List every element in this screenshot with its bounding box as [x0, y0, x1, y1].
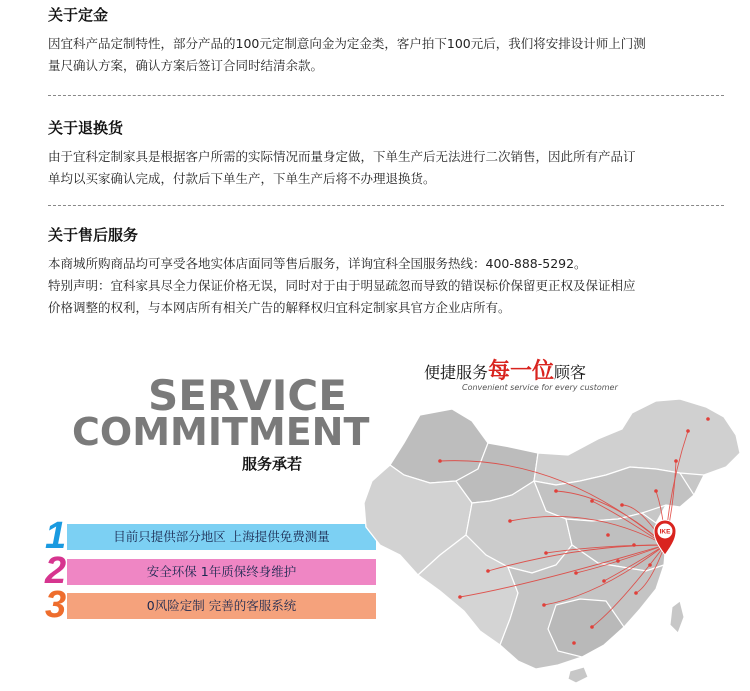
service-point: [554, 489, 558, 493]
china-map-graphic: [360, 395, 750, 687]
returns-section: [48, 117, 728, 190]
service-point: [574, 571, 578, 575]
after-sales-line: 特别声明：宜科家具尽全力保证价格无误，同时对于由于明显疏忽而导致的错误标价保留更正权及保证相应: [48, 278, 636, 293]
service-point: [590, 499, 594, 503]
service-heading-line1: SERVICE: [148, 371, 347, 420]
returns-line: 单均以买家确认完成，付款后下单生产，下单生产后将不办理退换货。: [48, 171, 436, 186]
returns-line: 由于宜科定制家具是根据客户所需的实际情况而量身定做，下单生产后无法进行二次销售，因此所有产品订: [48, 149, 636, 164]
service-item-text: 安全环保 1年质保终身维护: [146, 564, 297, 579]
deposit-title: 关于定金: [48, 6, 109, 24]
service-point: [438, 459, 442, 463]
deposit-line: 因宜科产品定制特性，部分产品的100元定制意向金为定金类，客户拍下100元后，我们将安排设计师上门测: [48, 36, 646, 51]
service-point: [508, 519, 512, 523]
service-point: [632, 543, 636, 547]
service-point: [602, 579, 606, 583]
service-item-number: 3: [45, 584, 67, 626]
deposit-body: [48, 33, 728, 77]
service-point: [458, 595, 462, 599]
service-item-bar: [67, 593, 376, 619]
deposit-line: 量尺确认方案，确认方案后签订合同时结清余款。: [48, 58, 324, 73]
after-sales-section: [48, 224, 728, 319]
service-item-text: 目前只提供部分地区 上海提供免费测量: [113, 529, 330, 544]
after-sales-body: [48, 253, 728, 319]
service-point: [590, 625, 594, 629]
after-sales-line: 本商城所购商品均可享受各地实体店面同等售后服务，详询宜科全国服务热线：400-888-5292。: [48, 256, 587, 271]
service-heading-line2: COMMITMENT: [72, 410, 370, 454]
service-point: [486, 569, 490, 573]
service-item-text: 0风险定制 完善的客服系统: [146, 598, 297, 613]
hainan-island: [568, 667, 588, 683]
service-point: [648, 563, 652, 567]
service-point: [674, 459, 678, 463]
map-title-highlight: 每一位: [488, 359, 555, 384]
map-regions: [364, 399, 740, 683]
service-point: [572, 641, 576, 645]
service-item-number: 1: [45, 515, 67, 557]
map-title-pre: 便捷服务: [424, 363, 489, 382]
returns-body: [48, 146, 728, 190]
map-subtitle: Convenient service for every customer: [462, 383, 618, 392]
service-point: [542, 603, 546, 607]
service-item-bar: [67, 524, 376, 550]
service-heading-cn: 服务承若: [242, 455, 303, 473]
map-title-post: 顾客: [554, 363, 587, 382]
map-title: [424, 354, 586, 385]
service-point: [544, 551, 548, 555]
service-point: [706, 417, 710, 421]
china-map: [360, 395, 750, 687]
service-item-number: 2: [45, 550, 67, 592]
service-point: [686, 429, 690, 433]
service-item-bar: [67, 559, 376, 585]
service-point: [616, 559, 620, 563]
returns-title: 关于退换货: [48, 119, 124, 137]
service-point: [654, 489, 658, 493]
deposit-section: [48, 4, 728, 77]
service-point: [606, 533, 610, 537]
divider: [48, 205, 724, 206]
service-point: [620, 503, 624, 507]
taiwan-island: [670, 601, 684, 633]
service-point: [634, 591, 638, 595]
after-sales-line: 价格调整的权利，与本网店所有相关广告的解释权归宜科定制家具官方企业店所有。: [48, 300, 511, 315]
after-sales-title: 关于售后服务: [48, 226, 139, 244]
divider: [48, 95, 724, 96]
pin-label: IKE: [659, 528, 671, 536]
